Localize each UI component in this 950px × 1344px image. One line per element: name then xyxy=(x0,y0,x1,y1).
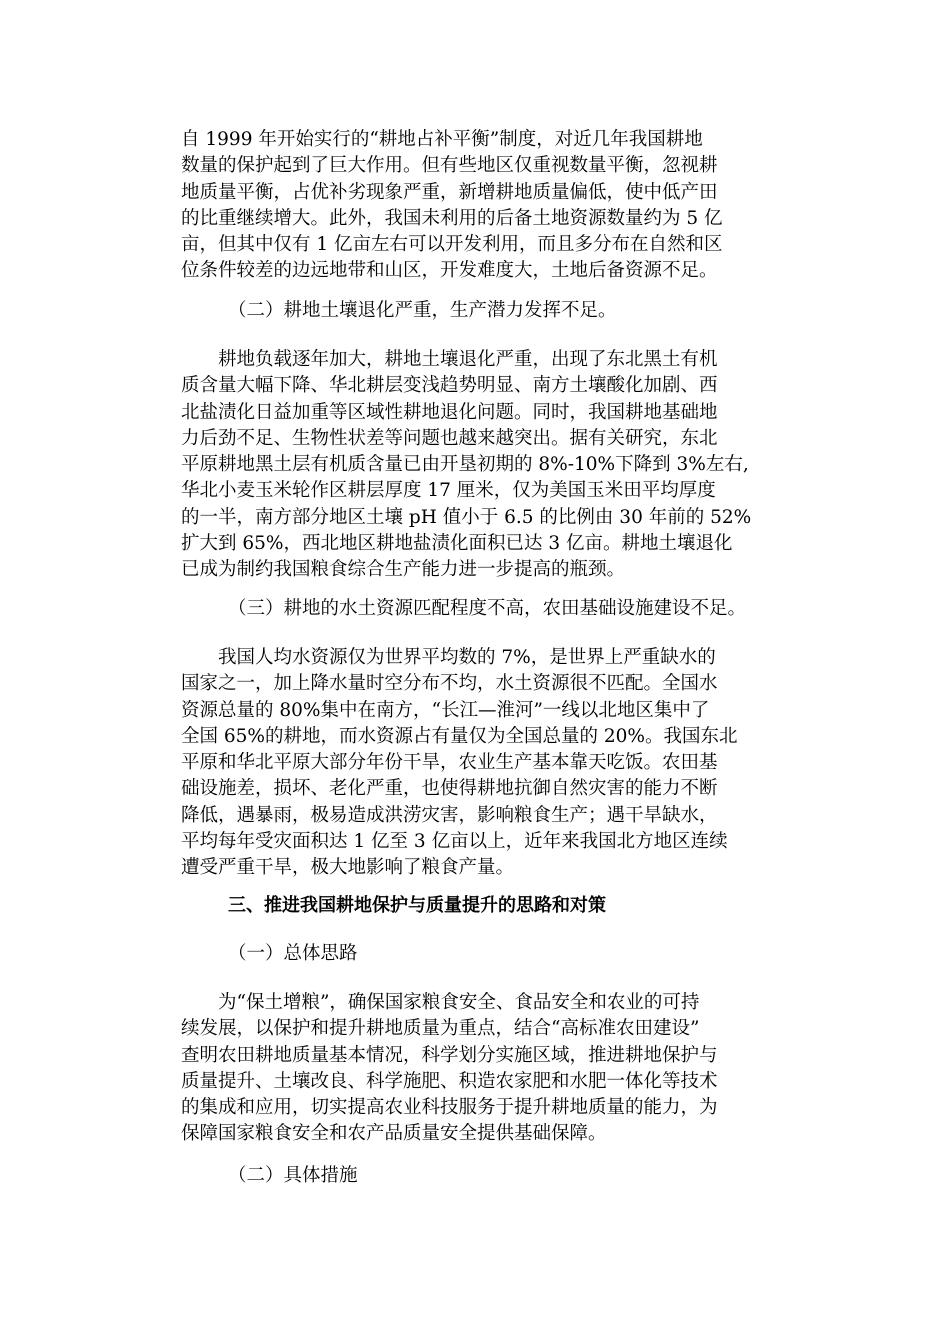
text-line: 力后劲不足、生物性状差等问题也越来越突出。据有关研究，东北 xyxy=(181,427,718,449)
text-line: 续发展，以保护和提升耕地质量为重点，结合“高标准农田建设” xyxy=(181,1018,700,1040)
text-line: 北盐渍化日益加重等区域性耕地退化问题。同时，我国耕地基础地 xyxy=(181,401,718,423)
text-line: 遭受严重干旱，极大地影响了粮食产量。 xyxy=(181,857,515,879)
text-line: 国家之一，加上降水量时空分布不均，水土资源很不匹配。全国水 xyxy=(181,673,718,695)
text-line: 位条件较差的边远地带和山区，开发难度大，土地后备资源不足。 xyxy=(181,260,718,282)
heading-soil-degradation: （二）耕地土壤退化严重，生产潜力发挥不足。 xyxy=(228,300,617,321)
text-line: 扩大到 65%，西北地区耕地盐渍化面积已达 3 亿亩。耕地土壤退化 xyxy=(181,533,733,555)
heading-overall-approach: （一）总体思路 xyxy=(228,943,358,964)
text-line: 华北小麦玉米轮作区耕层厚度 17 厘米，仅为美国玉米田平均厚度 xyxy=(181,480,716,502)
text-line: 保障国家粮食安全和农产品质量安全提供基础保障。 xyxy=(181,1123,607,1145)
text-line: 自 1999 年开始实行的“耕地占补平衡”制度，对近几年我国耕地 xyxy=(181,129,703,150)
text-line: 平原和华北平原大部分年份干旱，农业生产基本靠天吃饭。农田基 xyxy=(181,752,718,774)
text-line: 质含量大幅下降、华北耕层变浅趋势明显、南方土壤酸化加剧、西 xyxy=(181,375,718,397)
text-line: 平均每年受灾面积达 1 亿至 3 亿亩以上，近年来我国北方地区连续 xyxy=(181,831,728,853)
paragraph-water-resources xyxy=(181,645,781,882)
text-line: 地质量平衡，占优补劣现象严重，新增耕地质量偏低，使中低产田 xyxy=(181,181,718,203)
heading-water-soil-mismatch: （三）耕地的水土资源匹配程度不高，农田基础设施建设不足。 xyxy=(228,598,747,619)
text-line: 全国 65%的耕地，而水资源占有量仅为全国总量的 20%。我国东北 xyxy=(181,725,738,747)
paragraph-overall-approach xyxy=(181,990,781,1148)
text-line: 亩，但其中仅有 1 亿亩左右可以开发利用，而且多分布在自然和区 xyxy=(181,234,723,256)
text-line: 平原耕地黑土层有机质含量已由开垦初期的 8%-10%下降到 3%左右, xyxy=(181,454,749,476)
text-line: 的集成和应用，切实提高农业科技服务于提升耕地质量的能力，为 xyxy=(181,1097,718,1119)
text-line: 已成为制约我国粮食综合生产能力进一步提高的瓶颈。 xyxy=(181,559,626,581)
text-line: 础设施差，损坏、老化严重，也使得耕地抗御自然灾害的能力不断 xyxy=(181,778,718,800)
text-line: 资源总量的 80%集中在南方，“长江—淮河”一线以北地区集中了 xyxy=(181,699,710,721)
text-line: 的一半，南方部分地区土壤 pH 值小于 6.5 的比例由 30 年前的 52% xyxy=(181,506,752,528)
text-line: 为“保土增粮”，确保国家粮食安全、食品安全和农业的可持 xyxy=(181,992,700,1013)
text-line: 降低，遇暴雨，极易造成洪涝灾害，影响粮食生产；遇干旱缺水， xyxy=(181,804,718,826)
text-line: 数量的保护起到了巨大作用。但有些地区仅重视数量平衡，忽视耕 xyxy=(181,155,718,177)
text-line: 我国人均水资源仅为世界平均数的 7%，是世界上严重缺水的 xyxy=(181,647,716,668)
text-line: 耕地负载逐年加大，耕地土壤退化严重，出现了东北黑土有机 xyxy=(181,349,718,370)
paragraph-soil-degradation xyxy=(181,347,781,584)
paragraph-farmland-balance xyxy=(181,127,781,285)
text-line: 的比重继续增大。此外，我国未利用的后备土地资源数量约为 5 亿 xyxy=(181,207,723,229)
text-line: 查明农田耕地质量基本情况，科学划分实施区域，推进耕地保护与 xyxy=(181,1044,718,1066)
heading-section-three: 三、推进我国耕地保护与质量提升的思路和对策 xyxy=(228,895,606,916)
text-line: 质量提升、土壤改良、科学施肥、积造农家肥和水肥一体化等技术 xyxy=(181,1070,718,1092)
heading-specific-measures: （二）具体措施 xyxy=(228,1165,358,1186)
